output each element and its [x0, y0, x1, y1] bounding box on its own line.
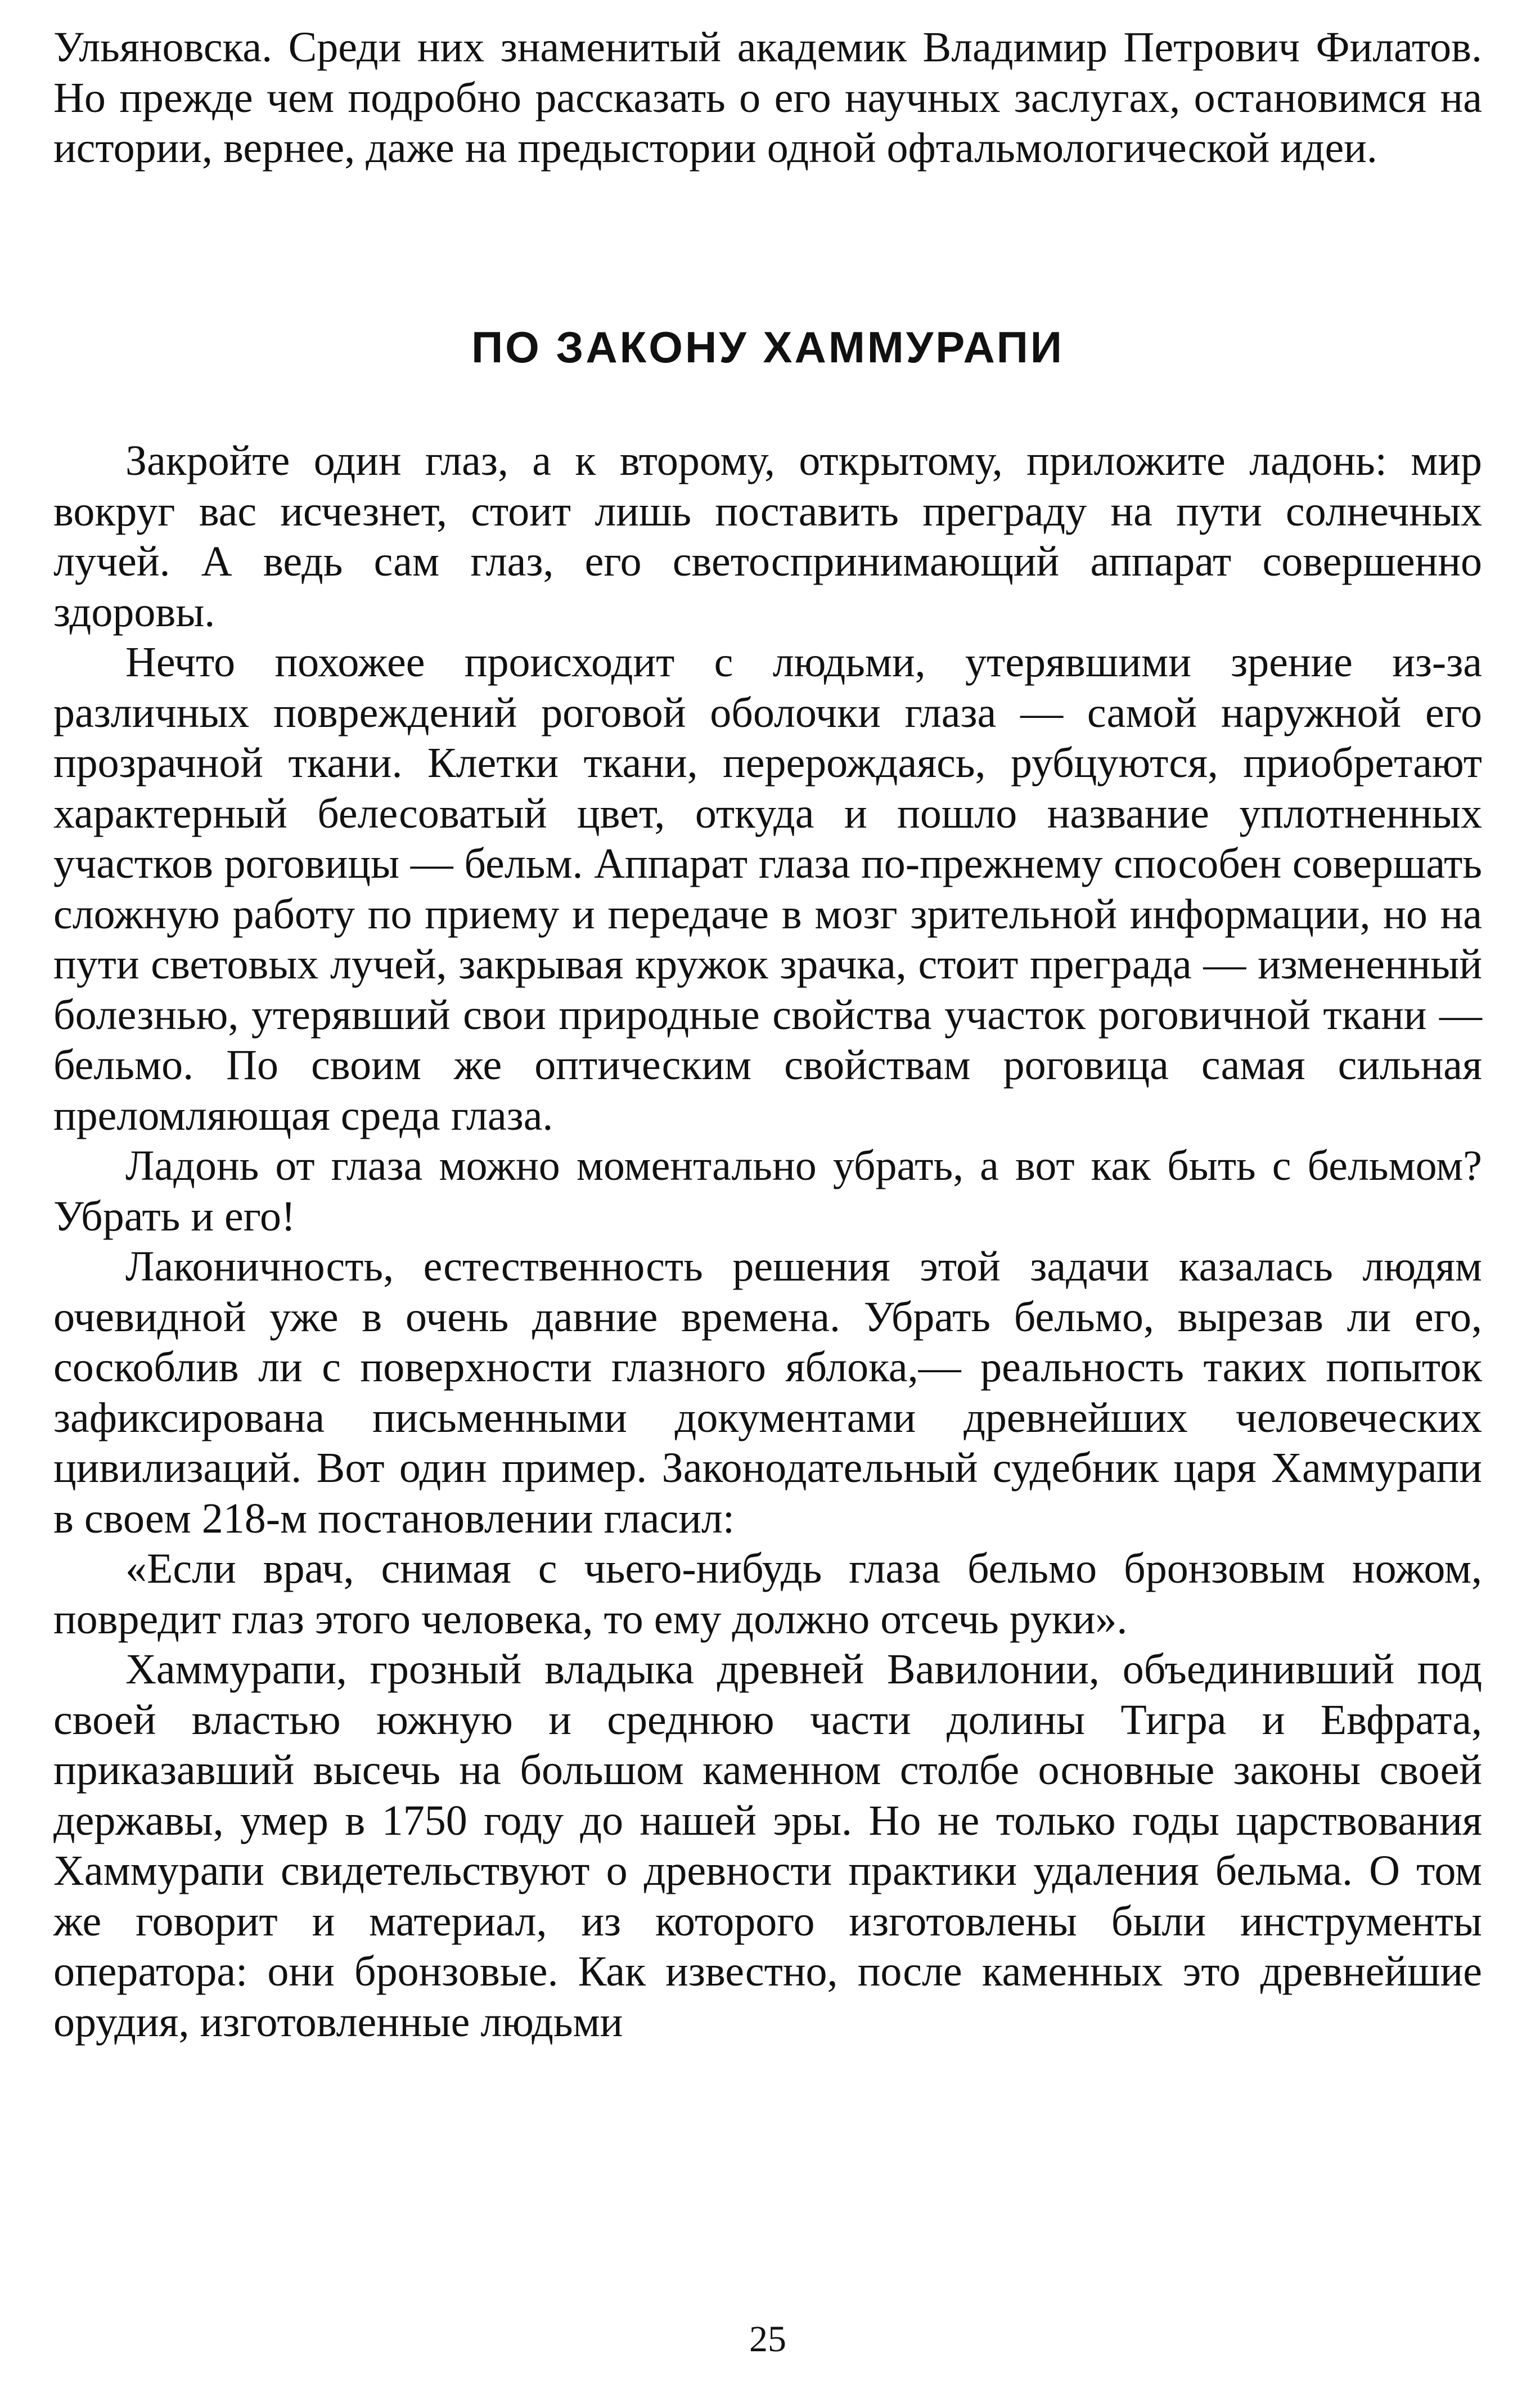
section-body: [53, 436, 1482, 2047]
intro-text: [53, 23, 1482, 174]
paragraph: Лаконичность, естественность решения этой задачи казалась людям очевидной уже в очень давние времена. Убрать бельмо, вырезав ли его, соскоблив ли с поверхности глазного яблока,— реальность таких попыток зафиксирована письменными документами древнейших человеческих цивилизаций. Вот один пример. Законодательный судебник царя Хаммурапи в своем 218-м постановлении гласил:: [53, 1243, 1482, 1542]
book-page: [53, 23, 1482, 2386]
paragraph: Нечто похожее происходит с людьми, утерявшими зрение из-за различных повреждений роговой оболочки глаза — самой наружной его прозрачной ткани. Клетки ткани, перерождаясь, рубцуются, приобретают характерный белесоватый цвет, откуда и пошло название уплотненных участков роговицы — бельм. Аппарат глаза по-прежнему способен совершать сложную работу по приему и передаче в мозг зрительной информации, но на пути световых лучей, закрывая кружок зрачка, стоит преграда — измененный болезнью, утерявший свои природные свойства участок роговичной ткани — бельмо. По своим же оптическим свойствам роговица самая сильная преломляющая среда глаза.: [53, 639, 1482, 1139]
intro-paragraph: Ульяновска. Среди них знаменитый академик Владимир Петрович Филатов. Но прежде чем подробно рассказать о его научных заслугах, остановимся на истории, вернее, даже на предыстории одной офтальмологической идеи.: [53, 24, 1482, 172]
paragraph: Ладонь от глаза можно моментально убрать, а вот как быть с бельмом? Убрать и его!: [53, 1142, 1482, 1240]
quote-paragraph: «Если врач, снимая с чьего-нибудь глаза бельмо бронзовым ножом, повредит глаз этого человека, то ему должно отсечь руки».: [53, 1545, 1482, 1643]
page-number: 25: [749, 2319, 786, 2360]
section-heading: ПО ЗАКОНУ ХАММУРАПИ: [471, 322, 1064, 372]
paragraph: Хаммурапи, грозный владыка древней Вавилонии, объединивший под своей властью южную и среднюю части долины Тигра и Евфрата, приказавший высечь на большом каменном столбе основные законы своей державы, умер в 1750 году до нашей эры. Но не только годы царствования Хаммурапи свидетельствуют о древности практики удаления бельма. О том же говорит и материал, из которого изготовлены были инструменты оператора: они бронзовые. Как известно, после каменных это древнейшие орудия, изготовленные людьми: [53, 1646, 1482, 2046]
paragraph: Закройте один глаз, а к второму, открытому, приложите ладонь: мир вокруг вас исчезнет, стоит лишь поставить преграду на пути солнечных лучей. А ведь сам глаз, его светоспринимающий аппарат совершенно здоровы.: [53, 437, 1482, 636]
